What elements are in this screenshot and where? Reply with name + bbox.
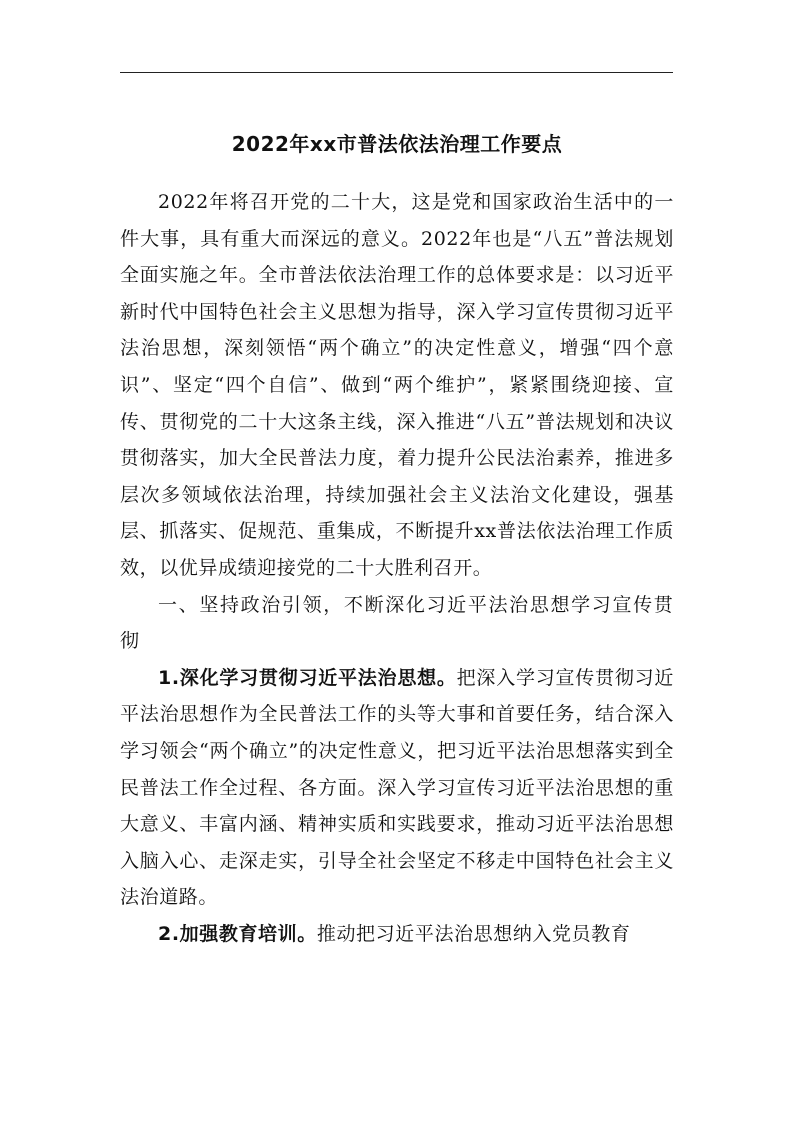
intro-paragraph: 2022年将召开党的二十大，这是党和国家政治生活中的一件大事，具有重大而深远的意义。2022年也是“八五”普法规划全面实施之年。全市普法依法治理工作的总体要求是：以习近平新时代中国特色社会主义思想为指导，深入学习宣传贯彻习近平法治思想，深刻领悟“两个确立”的决定性意义，增强“四个意识”、坚定“四个自信”、做到“两个维护”，紧紧围绕迎接、宣传、贯彻党的二十大这条主线，深入推进“八五”普法规划和决议贯彻落实，加大全民普法力度，着力提升公民法治素养，推进多层次多领域依法治理，持续加强社会主义法治文化建设，强基层、抓落实、促规范、重集成，不断提升xx普法依法治理工作质效，以优异成绩迎接党的二十大胜利召开。 xyxy=(120,191,674,579)
section-heading-1: 一、坚持政治引领，不断深化习近平法治思想学习宣传贯彻 xyxy=(120,593,674,653)
item-text-2: 推动把习近平法治思想纳入党员教育 xyxy=(316,922,631,945)
item-text-1: 把深入学习宣传贯彻习近平法治思想作为全民普法工作的头等大事和首要任务，结合深入学习领会“两个确立”的决定性意义，把习近平法治思想落实到全民普法工作全过程、各方面。深入学习宣传习近平法治思想的重大意义、丰富内涵、精神实质和实践要求，推动习近平法治思想入脑入心、走深走实，引导全社会坚定不移走中国特色社会主义法治道路。 xyxy=(120,666,674,909)
item-paragraph-2 xyxy=(120,916,674,953)
header-rule xyxy=(120,72,673,73)
document-title: 2022年xx市普法依法治理工作要点 xyxy=(231,132,563,156)
document-body xyxy=(120,124,674,952)
item-lead-1: 1.深化学习贯彻习近平法治思想。 xyxy=(158,666,457,689)
item-paragraph-1 xyxy=(120,660,674,916)
item-lead-2: 2.加强教育培训。 xyxy=(158,922,317,945)
